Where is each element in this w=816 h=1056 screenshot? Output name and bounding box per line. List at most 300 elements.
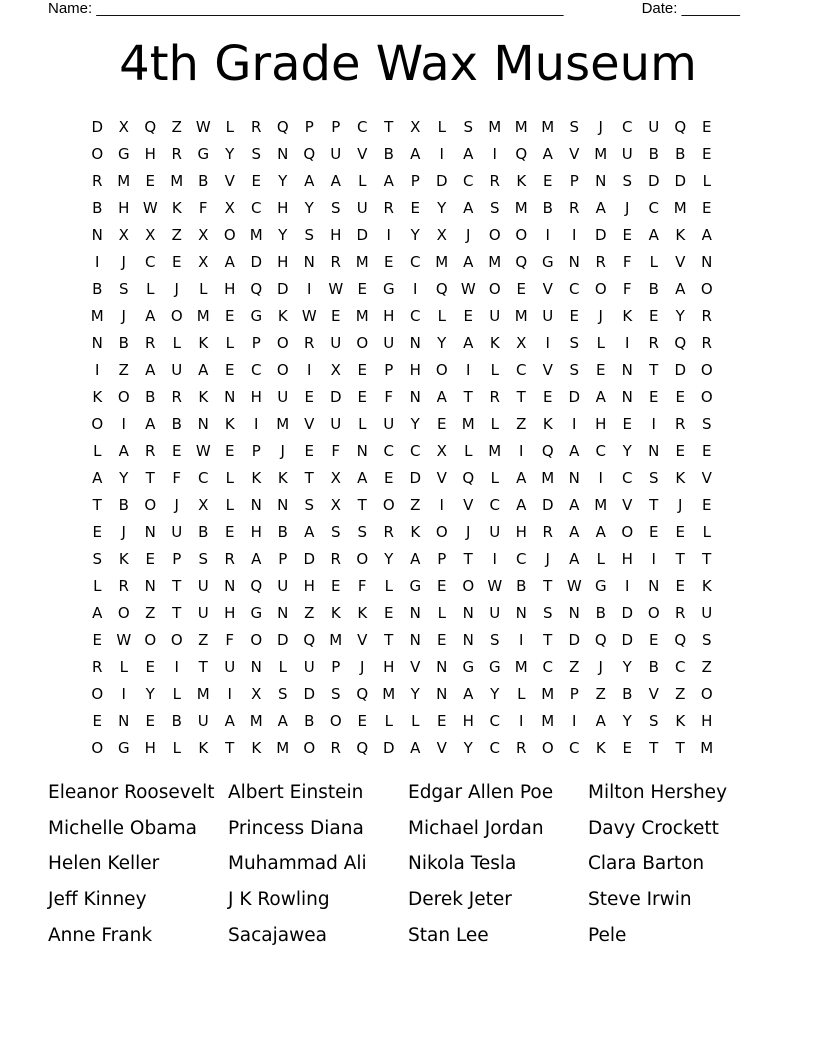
grid-letter: P bbox=[437, 550, 447, 568]
grid-letter: T bbox=[649, 739, 659, 757]
grid-letter: C bbox=[542, 658, 553, 676]
grid-letter: H bbox=[118, 199, 130, 217]
grid-letter: B bbox=[542, 199, 553, 217]
grid-letter: A bbox=[304, 172, 315, 190]
grid-letter: F bbox=[622, 280, 632, 298]
grid-letter: D bbox=[329, 388, 342, 406]
grid-letter: I bbox=[95, 361, 100, 379]
grid-letter: E bbox=[675, 523, 685, 541]
grid-letter: V bbox=[304, 415, 315, 433]
grid-letter: H bbox=[250, 388, 262, 406]
grid-letter: V bbox=[542, 280, 553, 298]
grid-letter: L bbox=[172, 685, 181, 703]
grid-letter: L bbox=[225, 496, 234, 514]
grid-letter: L bbox=[119, 658, 128, 676]
letter-grid bbox=[84, 114, 720, 762]
grid-letter: D bbox=[91, 118, 104, 136]
grid-letter: L bbox=[517, 685, 526, 703]
grid-letter: N bbox=[621, 361, 633, 379]
grid-letter: B bbox=[648, 658, 659, 676]
grid-letter: H bbox=[224, 280, 236, 298]
grid-letter: F bbox=[384, 388, 394, 406]
grid-letter: D bbox=[621, 631, 634, 649]
grid-letter: I bbox=[545, 226, 550, 244]
grid-letter: J bbox=[598, 118, 603, 136]
grid-letter: G bbox=[250, 307, 263, 325]
grid-letter: K bbox=[198, 334, 209, 352]
grid-letter: M bbox=[170, 172, 184, 190]
grid-letter: R bbox=[92, 172, 103, 190]
grid-letter: E bbox=[304, 442, 314, 460]
grid-letter: C bbox=[357, 118, 368, 136]
grid-letter: S bbox=[330, 685, 341, 703]
grid-letter: J bbox=[280, 442, 285, 460]
grid-letter: H bbox=[277, 199, 289, 217]
grid-letter: S bbox=[701, 631, 712, 649]
grid-letter: M bbox=[355, 253, 369, 271]
grid-letter: E bbox=[145, 172, 155, 190]
grid-letter: E bbox=[145, 712, 155, 730]
grid-letter: J bbox=[360, 658, 365, 676]
grid-letter: M bbox=[329, 631, 343, 649]
grid-letter: R bbox=[569, 199, 580, 217]
grid-letter: W bbox=[460, 280, 476, 298]
grid-letter: F bbox=[331, 442, 341, 460]
grid-letter: L bbox=[490, 469, 499, 487]
grid-letter: U bbox=[648, 118, 660, 136]
grid-letter: A bbox=[436, 388, 447, 406]
grid-letter: L bbox=[596, 334, 605, 352]
grid-letter: I bbox=[121, 685, 126, 703]
grid-letter: H bbox=[144, 739, 156, 757]
grid-letter: E bbox=[649, 523, 659, 541]
grid-letter: M bbox=[117, 172, 131, 190]
grid-letter: C bbox=[410, 307, 421, 325]
grid-letter: K bbox=[251, 739, 262, 757]
grid-letter: M bbox=[541, 469, 555, 487]
word-list-item: Eleanor Roosevelt bbox=[48, 782, 215, 803]
grid-letter: S bbox=[118, 280, 129, 298]
grid-letter: I bbox=[254, 415, 259, 433]
grid-letter: T bbox=[649, 361, 659, 379]
grid-letter: O bbox=[117, 388, 130, 406]
grid-letter: W bbox=[487, 577, 503, 595]
grid-letter: P bbox=[251, 334, 261, 352]
grid-letter: Y bbox=[437, 199, 447, 217]
grid-letter: B bbox=[648, 280, 659, 298]
grid-letter: W bbox=[195, 118, 211, 136]
word-list-item: Muhammad Ali bbox=[228, 853, 367, 875]
grid-letter: Y bbox=[145, 685, 155, 703]
grid-letter: B bbox=[118, 334, 129, 352]
grid-letter: U bbox=[171, 523, 183, 541]
grid-letter: H bbox=[383, 658, 395, 676]
grid-letter: R bbox=[118, 577, 129, 595]
grid-letter: R bbox=[304, 334, 315, 352]
grid-letter: L bbox=[437, 118, 446, 136]
grid-letter: A bbox=[92, 469, 103, 487]
grid-letter: I bbox=[625, 334, 630, 352]
grid-letter: E bbox=[622, 226, 632, 244]
grid-letter: U bbox=[197, 604, 209, 622]
grid-letter: U bbox=[303, 658, 315, 676]
grid-letter: K bbox=[410, 523, 421, 541]
grid-letter: N bbox=[144, 577, 156, 595]
grid-letter: S bbox=[701, 415, 712, 433]
word-list-item: Edgar Allen Poe bbox=[408, 782, 554, 803]
grid-letter: Y bbox=[410, 415, 420, 433]
grid-letter: W bbox=[328, 280, 344, 298]
grid-letter: X bbox=[330, 496, 341, 514]
grid-letter: A bbox=[357, 469, 368, 487]
grid-letter: A bbox=[463, 145, 474, 163]
grid-letter: U bbox=[356, 199, 368, 217]
grid-letter: L bbox=[146, 280, 155, 298]
grid-letter: J bbox=[174, 496, 179, 514]
grid-letter: M bbox=[435, 253, 449, 271]
grid-letter: Q bbox=[303, 631, 316, 649]
grid-letter: I bbox=[439, 496, 444, 514]
grid-letter: C bbox=[595, 442, 606, 460]
grid-letter: I bbox=[651, 415, 656, 433]
grid-letter: B bbox=[171, 415, 182, 433]
grid-letter: R bbox=[171, 145, 182, 163]
grid-letter: T bbox=[172, 604, 182, 622]
grid-letter: U bbox=[197, 577, 209, 595]
grid-letter: Z bbox=[145, 604, 156, 622]
word-list-item: J K Rowling bbox=[228, 889, 330, 911]
grid-letter: N bbox=[701, 253, 713, 271]
grid-letter: X bbox=[436, 442, 447, 460]
grid-letter: M bbox=[514, 199, 528, 217]
grid-letter: D bbox=[382, 739, 395, 757]
grid-letter: L bbox=[464, 442, 473, 460]
grid-letter: N bbox=[409, 334, 421, 352]
grid-letter: R bbox=[675, 415, 686, 433]
word-list-item: Jeff Kinney bbox=[48, 889, 147, 911]
grid-letter: T bbox=[304, 469, 314, 487]
grid-letter: O bbox=[117, 604, 130, 622]
page-title: 4th Grade Wax Museum bbox=[119, 36, 697, 92]
grid-letter: Y bbox=[410, 685, 420, 703]
grid-letter: Q bbox=[515, 253, 528, 271]
grid-letter: G bbox=[382, 280, 395, 298]
grid-letter: S bbox=[251, 145, 262, 163]
grid-letter: K bbox=[542, 415, 553, 433]
grid-letter: A bbox=[277, 712, 288, 730]
grid-letter: E bbox=[437, 415, 447, 433]
grid-letter: Q bbox=[674, 118, 687, 136]
grid-letter: X bbox=[436, 226, 447, 244]
grid-letter: K bbox=[171, 199, 182, 217]
grid-letter: V bbox=[357, 145, 368, 163]
grid-letter: K bbox=[277, 307, 288, 325]
grid-letter: S bbox=[569, 361, 580, 379]
grid-letter: X bbox=[516, 334, 527, 352]
grid-letter: O bbox=[488, 280, 501, 298]
grid-letter: I bbox=[307, 280, 312, 298]
grid-letter: K bbox=[198, 739, 209, 757]
grid-letter: F bbox=[622, 253, 632, 271]
grid-letter: A bbox=[595, 199, 606, 217]
grid-letter: V bbox=[648, 685, 659, 703]
grid-letter: C bbox=[410, 253, 421, 271]
grid-letter: C bbox=[489, 496, 500, 514]
grid-letter: W bbox=[142, 199, 158, 217]
grid-letter: X bbox=[118, 226, 129, 244]
grid-letter: Y bbox=[622, 712, 632, 730]
grid-letter: O bbox=[541, 739, 554, 757]
grid-letter: W bbox=[566, 577, 582, 595]
grid-letter: K bbox=[277, 469, 288, 487]
grid-letter: H bbox=[409, 361, 421, 379]
grid-letter: B bbox=[198, 172, 209, 190]
grid-letter: P bbox=[304, 118, 314, 136]
grid-letter: E bbox=[437, 577, 447, 595]
grid-letter: N bbox=[568, 469, 580, 487]
grid-letter: B bbox=[516, 577, 527, 595]
grid-letter: A bbox=[92, 604, 103, 622]
grid-letter: G bbox=[117, 145, 130, 163]
word-list-item: Helen Keller bbox=[48, 853, 160, 875]
grid-letter: N bbox=[462, 604, 474, 622]
grid-letter: A bbox=[542, 145, 553, 163]
grid-letter: C bbox=[489, 739, 500, 757]
grid-letter: J bbox=[545, 550, 550, 568]
grid-letter: O bbox=[170, 307, 183, 325]
grid-letter: N bbox=[277, 604, 289, 622]
grid-letter: E bbox=[172, 253, 182, 271]
grid-letter: R bbox=[330, 253, 341, 271]
grid-letter: D bbox=[647, 172, 660, 190]
grid-letter: V bbox=[542, 361, 553, 379]
grid-letter: A bbox=[463, 334, 474, 352]
grid-letter: R bbox=[489, 172, 500, 190]
grid-letter: P bbox=[384, 361, 394, 379]
grid-letter: N bbox=[91, 334, 103, 352]
grid-letter: F bbox=[198, 199, 208, 217]
grid-letter: J bbox=[466, 226, 471, 244]
grid-letter: K bbox=[251, 469, 262, 487]
grid-letter: N bbox=[648, 442, 660, 460]
grid-letter: E bbox=[702, 118, 712, 136]
grid-letter: U bbox=[489, 307, 501, 325]
grid-letter: Q bbox=[515, 145, 528, 163]
grid-letter: Z bbox=[171, 226, 182, 244]
grid-letter: B bbox=[622, 685, 633, 703]
grid-letter: L bbox=[702, 172, 711, 190]
grid-letter: S bbox=[569, 334, 580, 352]
grid-letter: R bbox=[251, 118, 262, 136]
grid-letter: P bbox=[251, 442, 261, 460]
grid-letter: E bbox=[225, 523, 235, 541]
grid-letter: D bbox=[250, 253, 263, 271]
grid-letter: Q bbox=[276, 118, 289, 136]
grid-letter: V bbox=[436, 469, 447, 487]
grid-letter: O bbox=[144, 496, 157, 514]
grid-letter: K bbox=[224, 415, 235, 433]
grid-letter: E bbox=[622, 739, 632, 757]
grid-letter: M bbox=[514, 307, 528, 325]
grid-letter: S bbox=[198, 550, 209, 568]
grid-letter: E bbox=[543, 388, 553, 406]
grid-letter: I bbox=[598, 469, 603, 487]
grid-letter: M bbox=[541, 118, 555, 136]
grid-letter: M bbox=[249, 712, 263, 730]
grid-letter: N bbox=[250, 496, 262, 514]
grid-letter: U bbox=[489, 523, 501, 541]
grid-letter: J bbox=[598, 658, 603, 676]
grid-letter: X bbox=[118, 118, 129, 136]
grid-letter: A bbox=[595, 388, 606, 406]
grid-letter: N bbox=[118, 712, 130, 730]
word-list-item: Pele bbox=[588, 924, 627, 946]
grid-letter: T bbox=[675, 550, 685, 568]
grid-letter: K bbox=[675, 712, 686, 730]
worksheet-header bbox=[48, 0, 740, 20]
grid-letter: D bbox=[621, 604, 634, 622]
grid-letter: O bbox=[250, 631, 263, 649]
grid-letter: A bbox=[145, 361, 156, 379]
grid-letter: A bbox=[463, 685, 474, 703]
grid-letter: Z bbox=[595, 685, 606, 703]
grid-letter: E bbox=[463, 307, 473, 325]
grid-letter: C bbox=[569, 739, 580, 757]
grid-letter: G bbox=[541, 253, 554, 271]
grid-letter: J bbox=[174, 280, 179, 298]
grid-letter: L bbox=[93, 442, 102, 460]
grid-letter: O bbox=[435, 523, 448, 541]
grid-letter: Q bbox=[674, 631, 687, 649]
grid-letter: Y bbox=[622, 442, 632, 460]
grid-letter: I bbox=[492, 550, 497, 568]
grid-letter: A bbox=[569, 442, 580, 460]
grid-letter: Q bbox=[356, 739, 369, 757]
grid-letter: K bbox=[489, 334, 500, 352]
word-list-item: Nikola Tesla bbox=[408, 853, 517, 875]
grid-letter: N bbox=[224, 577, 236, 595]
grid-letter: R bbox=[330, 739, 341, 757]
grid-letter: S bbox=[489, 631, 500, 649]
grid-letter: G bbox=[462, 658, 475, 676]
grid-letter: R bbox=[383, 199, 394, 217]
grid-letter: M bbox=[541, 712, 555, 730]
grid-letter: X bbox=[198, 253, 209, 271]
grid-letter: M bbox=[488, 253, 502, 271]
word-list-item: Anne Frank bbox=[48, 924, 153, 946]
grid-letter: E bbox=[331, 577, 341, 595]
grid-letter: S bbox=[463, 118, 474, 136]
grid-letter: V bbox=[463, 496, 474, 514]
grid-letter: R bbox=[383, 523, 394, 541]
grid-letter: R bbox=[171, 388, 182, 406]
grid-letter: L bbox=[437, 307, 446, 325]
grid-letter: B bbox=[277, 523, 288, 541]
grid-letter: U bbox=[330, 334, 342, 352]
grid-letter: N bbox=[462, 631, 474, 649]
grid-letter: B bbox=[675, 145, 686, 163]
grid-letter: Y bbox=[304, 199, 314, 217]
grid-letter: Y bbox=[278, 226, 288, 244]
grid-letter: T bbox=[384, 631, 394, 649]
grid-letter: E bbox=[225, 442, 235, 460]
grid-letter: C bbox=[622, 118, 633, 136]
grid-letter: O bbox=[462, 577, 475, 595]
grid-letter: F bbox=[357, 577, 367, 595]
grid-letter: I bbox=[519, 442, 524, 460]
grid-letter: V bbox=[436, 739, 447, 757]
grid-letter: O bbox=[223, 226, 236, 244]
grid-letter: L bbox=[490, 415, 499, 433]
grid-letter: L bbox=[490, 361, 499, 379]
grid-letter: C bbox=[251, 361, 262, 379]
grid-letter: M bbox=[514, 658, 528, 676]
grid-letter: U bbox=[277, 577, 289, 595]
grid-letter: C bbox=[410, 442, 421, 460]
grid-letter: U bbox=[701, 604, 713, 622]
grid-letter: V bbox=[569, 145, 580, 163]
grid-letter: F bbox=[172, 469, 182, 487]
grid-letter: D bbox=[276, 280, 289, 298]
grid-letter: W bbox=[116, 631, 132, 649]
grid-letter: X bbox=[251, 685, 262, 703]
grid-letter: N bbox=[409, 604, 421, 622]
grid-letter: K bbox=[622, 307, 633, 325]
grid-letter: E bbox=[702, 496, 712, 514]
grid-letter: N bbox=[436, 658, 448, 676]
grid-letter: O bbox=[594, 280, 607, 298]
grid-letter: Q bbox=[594, 631, 607, 649]
grid-letter: E bbox=[92, 523, 102, 541]
grid-letter: T bbox=[172, 577, 182, 595]
grid-letter: Y bbox=[622, 658, 632, 676]
grid-letter: N bbox=[303, 253, 315, 271]
grid-letter: L bbox=[225, 469, 234, 487]
grid-letter: E bbox=[516, 280, 526, 298]
grid-letter: G bbox=[488, 658, 501, 676]
grid-letter: X bbox=[198, 496, 209, 514]
grid-letter: W bbox=[195, 442, 211, 460]
grid-letter: B bbox=[92, 199, 103, 217]
grid-letter: E bbox=[357, 712, 367, 730]
grid-letter: D bbox=[435, 172, 448, 190]
grid-letter: S bbox=[542, 604, 553, 622]
grid-letter: L bbox=[358, 415, 367, 433]
grid-letter: C bbox=[383, 442, 394, 460]
grid-letter: L bbox=[411, 712, 420, 730]
grid-letter: O bbox=[488, 226, 501, 244]
grid-letter: U bbox=[197, 712, 209, 730]
grid-letter: F bbox=[225, 631, 235, 649]
grid-letter: L bbox=[384, 577, 393, 595]
grid-letter: E bbox=[569, 307, 579, 325]
grid-letter: B bbox=[92, 280, 103, 298]
grid-letter: S bbox=[330, 199, 341, 217]
word-list-item: Princess Diana bbox=[228, 817, 364, 839]
grid-letter: G bbox=[117, 739, 130, 757]
grid-letter: R bbox=[489, 388, 500, 406]
grid-letter: I bbox=[307, 361, 312, 379]
grid-letter: S bbox=[330, 523, 341, 541]
grid-letter: A bbox=[145, 307, 156, 325]
grid-letter: S bbox=[357, 523, 368, 541]
grid-letter: A bbox=[675, 280, 686, 298]
grid-letter: I bbox=[466, 361, 471, 379]
grid-letter: B bbox=[304, 712, 315, 730]
grid-letter: P bbox=[569, 172, 579, 190]
grid-letter: I bbox=[386, 226, 391, 244]
grid-letter: S bbox=[622, 172, 633, 190]
